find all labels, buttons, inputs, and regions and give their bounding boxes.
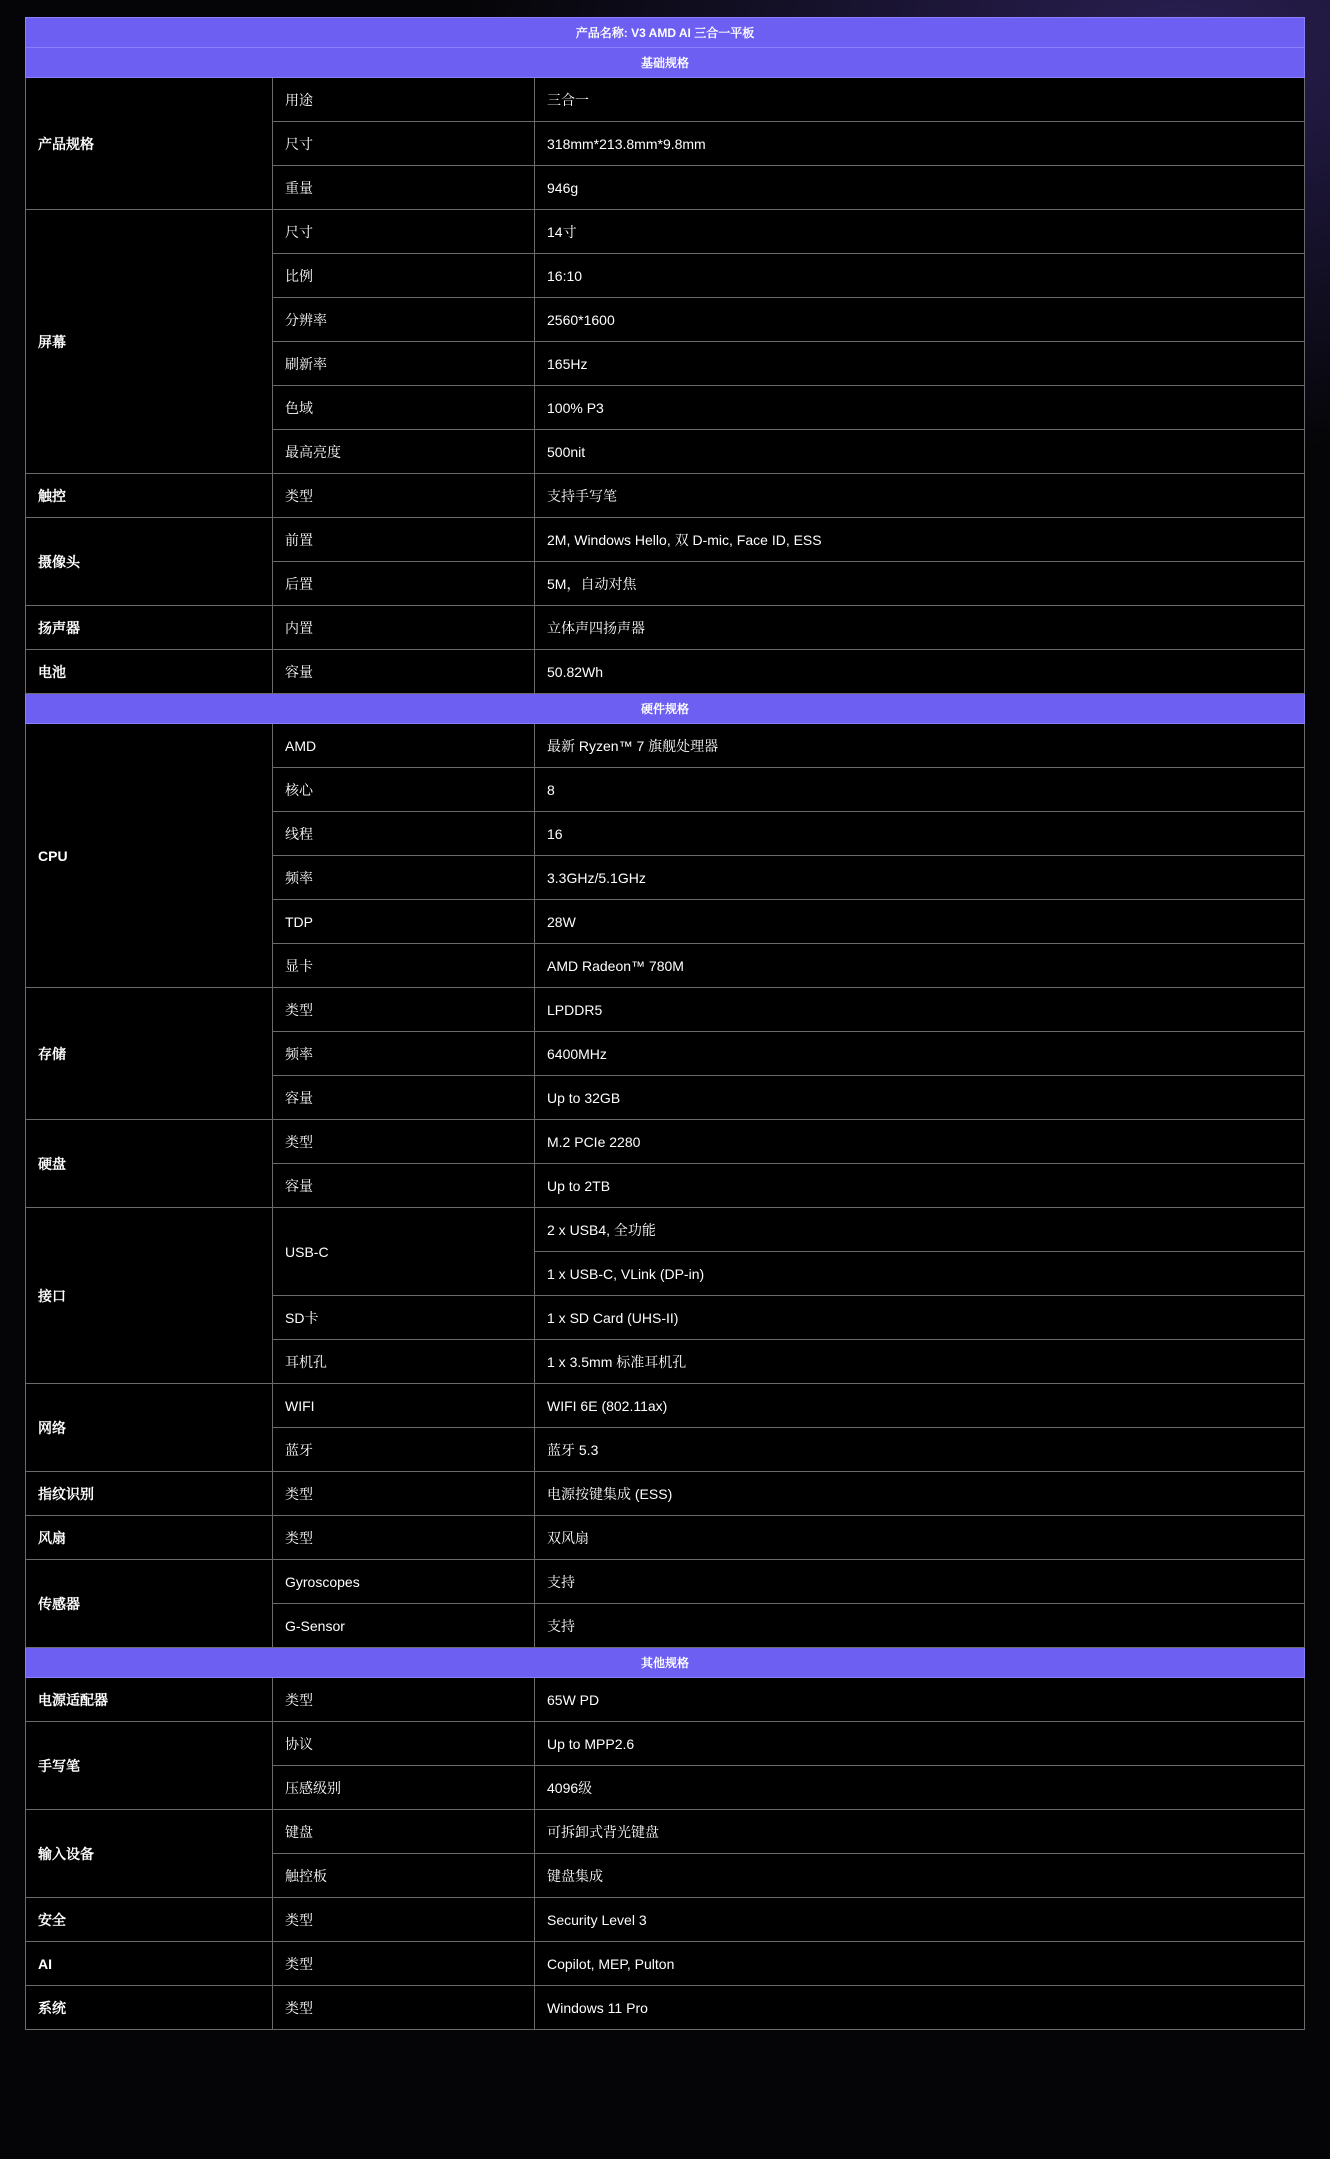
section-header-row: [26, 48, 1305, 78]
spec-label: 线程: [273, 812, 535, 856]
spec-value: 318mm*213.8mm*9.8mm: [535, 122, 1305, 166]
spec-value: 2M, Windows Hello, 双 D-mic, Face ID, ESS: [535, 518, 1305, 562]
spec-row: [26, 1384, 1305, 1428]
spec-label: 类型: [273, 1986, 535, 2030]
section-title: 基础规格: [26, 48, 1305, 78]
spec-row: [26, 1986, 1305, 2030]
spec-value: 可拆卸式背光键盘: [535, 1810, 1305, 1854]
spec-row: [26, 1898, 1305, 1942]
title-row: [26, 18, 1305, 48]
spec-value: 6400MHz: [535, 1032, 1305, 1076]
spec-value: 最新 Ryzen™ 7 旗舰处理器: [535, 724, 1305, 768]
spec-row: [26, 1516, 1305, 1560]
spec-label: 触控板: [273, 1854, 535, 1898]
spec-label: 前置: [273, 518, 535, 562]
spec-label: 键盘: [273, 1810, 535, 1854]
section-title: 其他规格: [26, 1648, 1305, 1678]
spec-value: Security Level 3: [535, 1898, 1305, 1942]
group-label: 硬盘: [26, 1120, 273, 1208]
spec-label: 类型: [273, 1678, 535, 1722]
spec-value: LPDDR5: [535, 988, 1305, 1032]
spec-value: 电源按键集成 (ESS): [535, 1472, 1305, 1516]
spec-label: 后置: [273, 562, 535, 606]
spec-label: 内置: [273, 606, 535, 650]
group-label: 屏幕: [26, 210, 273, 474]
spec-row: [26, 1208, 1305, 1252]
spec-label: AMD: [273, 724, 535, 768]
spec-value: 2560*1600: [535, 298, 1305, 342]
spec-value: 28W: [535, 900, 1305, 944]
spec-value: 支持: [535, 1604, 1305, 1648]
section-header-row: [26, 1648, 1305, 1678]
spec-row: [26, 1942, 1305, 1986]
spec-label: Gyroscopes: [273, 1560, 535, 1604]
spec-label: 压感级别: [273, 1766, 535, 1810]
spec-value: 50.82Wh: [535, 650, 1305, 694]
spec-label: SD卡: [273, 1296, 535, 1340]
product-title: 产品名称: V3 AMD AI 三合一平板: [26, 18, 1305, 48]
group-label: 手写笔: [26, 1722, 273, 1810]
spec-label: 频率: [273, 1032, 535, 1076]
spec-label: WIFI: [273, 1384, 535, 1428]
spec-label: G-Sensor: [273, 1604, 535, 1648]
group-label: 指纹识别: [26, 1472, 273, 1516]
spec-row: [26, 606, 1305, 650]
spec-value: 8: [535, 768, 1305, 812]
group-label: 系统: [26, 1986, 273, 2030]
spec-label: 类型: [273, 988, 535, 1032]
spec-label: 类型: [273, 1898, 535, 1942]
spec-label: 类型: [273, 474, 535, 518]
spec-value: 4096级: [535, 1766, 1305, 1810]
group-label: AI: [26, 1942, 273, 1986]
spec-row: [26, 650, 1305, 694]
spec-label: 尺寸: [273, 122, 535, 166]
group-label: 存储: [26, 988, 273, 1120]
spec-value: 5M，自动对焦: [535, 562, 1305, 606]
spec-value: 1 x SD Card (UHS-II): [535, 1296, 1305, 1340]
spec-value: AMD Radeon™ 780M: [535, 944, 1305, 988]
spec-value: 3.3GHz/5.1GHz: [535, 856, 1305, 900]
group-label: 接口: [26, 1208, 273, 1384]
spec-label: 刷新率: [273, 342, 535, 386]
spec-row: [26, 724, 1305, 768]
spec-value: Copilot, MEP, Pulton: [535, 1942, 1305, 1986]
spec-value: Up to MPP2.6: [535, 1722, 1305, 1766]
group-label: 输入设备: [26, 1810, 273, 1898]
group-label: 扬声器: [26, 606, 273, 650]
spec-value: 16: [535, 812, 1305, 856]
spec-label: 类型: [273, 1472, 535, 1516]
spec-row: [26, 518, 1305, 562]
spec-label: 最高亮度: [273, 430, 535, 474]
spec-label: 重量: [273, 166, 535, 210]
group-label: 安全: [26, 1898, 273, 1942]
spec-row: [26, 210, 1305, 254]
spec-label: 频率: [273, 856, 535, 900]
spec-label: 比例: [273, 254, 535, 298]
spec-value: 三合一: [535, 78, 1305, 122]
spec-row: [26, 1722, 1305, 1766]
spec-value: 100% P3: [535, 386, 1305, 430]
group-label: 网络: [26, 1384, 273, 1472]
spec-label: 用途: [273, 78, 535, 122]
spec-value: 14寸: [535, 210, 1305, 254]
spec-value: 键盘集成: [535, 1854, 1305, 1898]
spec-label: 显卡: [273, 944, 535, 988]
spec-value: 立体声四扬声器: [535, 606, 1305, 650]
spec-label: USB-C: [273, 1208, 535, 1296]
group-label: CPU: [26, 724, 273, 988]
group-label: 风扇: [26, 1516, 273, 1560]
spec-value: 65W PD: [535, 1678, 1305, 1722]
spec-table: [25, 17, 1305, 2030]
group-label: 触控: [26, 474, 273, 518]
spec-row: [26, 1678, 1305, 1722]
spec-value: 500nit: [535, 430, 1305, 474]
spec-value: 双风扇: [535, 1516, 1305, 1560]
spec-value: Up to 32GB: [535, 1076, 1305, 1120]
spec-label: 尺寸: [273, 210, 535, 254]
spec-row: [26, 1120, 1305, 1164]
spec-row: [26, 474, 1305, 518]
spec-value: Windows 11 Pro: [535, 1986, 1305, 2030]
spec-label: 类型: [273, 1120, 535, 1164]
spec-row: [26, 1810, 1305, 1854]
spec-value: 1 x USB-C, VLink (DP-in): [535, 1252, 1305, 1296]
spec-label: 蓝牙: [273, 1428, 535, 1472]
spec-label: 协议: [273, 1722, 535, 1766]
spec-row: [26, 1560, 1305, 1604]
spec-label: 容量: [273, 1164, 535, 1208]
group-label: 电池: [26, 650, 273, 694]
spec-table-body: [26, 18, 1305, 2030]
group-label: 产品规格: [26, 78, 273, 210]
spec-label: 耳机孔: [273, 1340, 535, 1384]
spec-label: 核心: [273, 768, 535, 812]
spec-label: 类型: [273, 1516, 535, 1560]
spec-label: 类型: [273, 1942, 535, 1986]
group-label: 传感器: [26, 1560, 273, 1648]
spec-label: 容量: [273, 650, 535, 694]
section-title: 硬件规格: [26, 694, 1305, 724]
spec-value: M.2 PCIe 2280: [535, 1120, 1305, 1164]
spec-label: 分辨率: [273, 298, 535, 342]
spec-row: [26, 1472, 1305, 1516]
spec-value: 支持手写笔: [535, 474, 1305, 518]
section-header-row: [26, 694, 1305, 724]
spec-value: 蓝牙 5.3: [535, 1428, 1305, 1472]
spec-value: 支持: [535, 1560, 1305, 1604]
group-label: 摄像头: [26, 518, 273, 606]
spec-value: 165Hz: [535, 342, 1305, 386]
spec-value: 946g: [535, 166, 1305, 210]
spec-value: 16:10: [535, 254, 1305, 298]
spec-value: 1 x 3.5mm 标准耳机孔: [535, 1340, 1305, 1384]
spec-value: WIFI 6E (802.11ax): [535, 1384, 1305, 1428]
spec-row: [26, 988, 1305, 1032]
spec-value: Up to 2TB: [535, 1164, 1305, 1208]
spec-value: 2 x USB4, 全功能: [535, 1208, 1305, 1252]
spec-row: [26, 78, 1305, 122]
spec-label: 容量: [273, 1076, 535, 1120]
spec-label: 色域: [273, 386, 535, 430]
spec-label: TDP: [273, 900, 535, 944]
group-label: 电源适配器: [26, 1678, 273, 1722]
